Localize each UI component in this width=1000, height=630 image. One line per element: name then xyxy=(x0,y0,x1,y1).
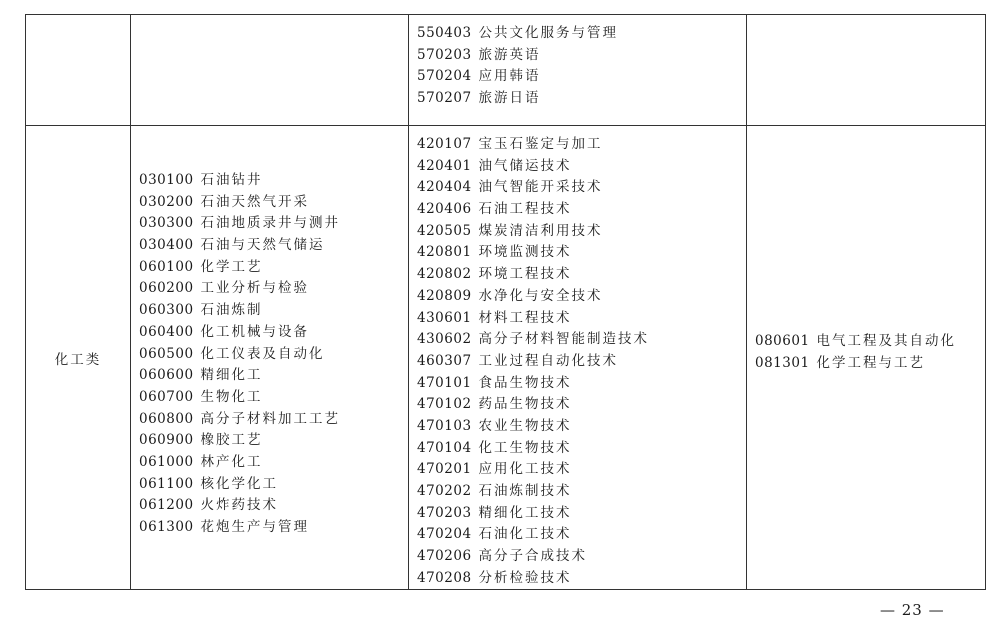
major-name: 花炮生产与管理 xyxy=(200,519,310,535)
table-row xyxy=(26,126,986,590)
major-name: 油气智能开采技术 xyxy=(478,179,603,196)
major-code: 030300 xyxy=(139,215,194,232)
major-code: 470208 xyxy=(417,569,472,586)
major-name: 油气储运技术 xyxy=(478,157,572,174)
list-item xyxy=(417,88,746,110)
major-name: 石油地质录井与测井 xyxy=(200,215,341,232)
major-name: 食品生物技术 xyxy=(478,374,572,391)
list-item xyxy=(139,452,408,474)
major-name: 水净化与安全技术 xyxy=(478,287,603,304)
major-code: 081301 xyxy=(755,354,810,371)
major-code: 061100 xyxy=(139,475,194,492)
list-item xyxy=(417,524,746,546)
list-item xyxy=(139,365,408,387)
major-code: 420401 xyxy=(417,157,472,174)
secondary-majors-cell xyxy=(131,126,409,590)
major-code: 420406 xyxy=(417,201,472,218)
major-name: 工业过程自动化技术 xyxy=(478,352,619,369)
list-item xyxy=(417,329,746,351)
list-item xyxy=(417,394,746,416)
list-item xyxy=(417,568,746,590)
major-name: 农业生物技术 xyxy=(478,417,572,434)
major-name: 石油天然气开采 xyxy=(200,193,310,210)
major-code: 470204 xyxy=(417,526,472,543)
major-name: 药品生物技术 xyxy=(478,396,572,413)
major-name: 高分子合成技术 xyxy=(478,548,588,565)
list-item xyxy=(417,45,746,67)
major-name: 石油工程技术 xyxy=(478,201,572,218)
list-item xyxy=(139,300,408,322)
list-item xyxy=(417,438,746,460)
major-name: 石油化工技术 xyxy=(478,526,572,543)
major-name: 煤炭清洁利用技术 xyxy=(478,222,603,239)
list-item xyxy=(417,242,746,264)
major-name: 生物化工 xyxy=(200,388,263,405)
major-code: 060300 xyxy=(139,302,194,319)
list-item xyxy=(139,170,408,192)
major-code: 060900 xyxy=(139,432,194,449)
major-name: 高分子材料加工工艺 xyxy=(200,410,341,427)
major-code: 430601 xyxy=(417,309,472,326)
major-name: 精细化工 xyxy=(200,367,263,384)
major-name: 化工生物技术 xyxy=(478,439,572,456)
major-code: 060100 xyxy=(139,258,194,275)
major-name: 林产化工 xyxy=(200,453,263,470)
list-item xyxy=(417,481,746,503)
major-name: 石油与天然气储运 xyxy=(200,237,325,254)
major-code: 470102 xyxy=(417,396,472,413)
major-code: 061000 xyxy=(139,453,194,470)
major-name: 环境监测技术 xyxy=(478,244,572,261)
major-code: 470206 xyxy=(417,548,472,565)
major-name: 环境工程技术 xyxy=(478,266,572,283)
list-item xyxy=(417,546,746,568)
list-item xyxy=(417,373,746,395)
major-name: 石油炼制 xyxy=(200,302,263,319)
major-code: 420505 xyxy=(417,222,472,239)
page-number: — 23 — xyxy=(880,601,945,619)
list-item xyxy=(139,517,408,539)
list-item xyxy=(139,387,408,409)
list-item xyxy=(417,66,746,88)
major-name: 火炸药技术 xyxy=(200,497,279,514)
major-name: 石油钻井 xyxy=(200,172,263,188)
major-name: 核化学化工 xyxy=(200,475,279,492)
undergraduate-majors-cell xyxy=(747,126,986,590)
list-item xyxy=(417,416,746,438)
list-item xyxy=(417,221,746,243)
list-item xyxy=(139,430,408,452)
major-code: 430602 xyxy=(417,331,472,348)
list-item xyxy=(417,503,746,525)
major-code: 550403 xyxy=(417,25,472,41)
list-item xyxy=(417,199,746,221)
major-name: 公共文化服务与管理 xyxy=(478,25,619,41)
major-code: 470201 xyxy=(417,461,472,478)
major-code: 061300 xyxy=(139,519,194,535)
major-code: 420801 xyxy=(417,244,472,261)
list-item xyxy=(417,286,746,308)
major-code: 420802 xyxy=(417,266,472,283)
major-name: 应用化工技术 xyxy=(478,461,572,478)
major-code: 080601 xyxy=(755,333,810,349)
major-name: 化工仪表及自动化 xyxy=(200,345,325,362)
major-name: 分析检验技术 xyxy=(478,569,572,586)
list-item xyxy=(417,351,746,373)
major-code: 060200 xyxy=(139,280,194,297)
major-code: 060500 xyxy=(139,345,194,362)
major-code: 420404 xyxy=(417,179,472,196)
category-cell xyxy=(26,15,131,126)
vocational-majors-cell xyxy=(409,126,747,590)
major-catalog-table xyxy=(25,14,986,590)
major-code: 470104 xyxy=(417,439,472,456)
list-item xyxy=(417,264,746,286)
list-item xyxy=(417,156,746,178)
major-code: 061200 xyxy=(139,497,194,514)
major-name: 材料工程技术 xyxy=(478,309,572,326)
major-name: 精细化工技术 xyxy=(478,504,572,521)
major-code: 470203 xyxy=(417,504,472,521)
list-item xyxy=(417,134,746,156)
major-code: 420809 xyxy=(417,287,472,304)
major-code: 060800 xyxy=(139,410,194,427)
major-name: 旅游英语 xyxy=(478,46,541,63)
category-cell: 化工类 xyxy=(26,126,131,590)
major-code: 470202 xyxy=(417,483,472,499)
list-item xyxy=(755,331,985,353)
major-code: 030200 xyxy=(139,193,194,210)
major-code: 420107 xyxy=(417,136,472,152)
major-name: 化学工程与工艺 xyxy=(816,354,926,371)
secondary-majors-cell xyxy=(131,15,409,126)
table-row xyxy=(26,15,986,126)
undergraduate-majors-cell xyxy=(747,15,986,126)
major-name: 应用韩语 xyxy=(478,68,541,85)
list-item xyxy=(139,495,408,517)
major-code: 470101 xyxy=(417,374,472,391)
major-code: 030100 xyxy=(139,172,194,188)
list-item xyxy=(139,278,408,300)
major-name: 化学工艺 xyxy=(200,258,263,275)
major-code: 060700 xyxy=(139,388,194,405)
list-item xyxy=(139,474,408,496)
list-item xyxy=(139,235,408,257)
major-name: 化工机械与设备 xyxy=(200,323,310,340)
list-item xyxy=(139,213,408,235)
major-code: 570207 xyxy=(417,90,472,107)
list-item xyxy=(139,192,408,214)
list-item xyxy=(139,344,408,366)
major-name: 橡胶工艺 xyxy=(200,432,263,449)
major-code: 060400 xyxy=(139,323,194,340)
major-code: 570203 xyxy=(417,46,472,63)
vocational-majors-cell xyxy=(409,15,747,126)
major-name: 石油炼制技术 xyxy=(478,483,572,499)
major-code: 460307 xyxy=(417,352,472,369)
major-name: 工业分析与检验 xyxy=(200,280,310,297)
list-item xyxy=(139,409,408,431)
major-name: 旅游日语 xyxy=(478,90,541,107)
list-item xyxy=(755,353,985,375)
major-code: 470103 xyxy=(417,417,472,434)
major-code: 030400 xyxy=(139,237,194,254)
major-name: 宝玉石鉴定与加工 xyxy=(478,136,603,152)
list-item xyxy=(417,177,746,199)
major-code: 570204 xyxy=(417,68,472,85)
major-name: 高分子材料智能制造技术 xyxy=(478,331,650,348)
major-code: 060600 xyxy=(139,367,194,384)
list-item xyxy=(417,308,746,330)
list-item xyxy=(417,459,746,481)
list-item xyxy=(139,322,408,344)
list-item xyxy=(139,257,408,279)
list-item xyxy=(417,23,746,45)
major-name: 电气工程及其自动化 xyxy=(816,333,957,349)
